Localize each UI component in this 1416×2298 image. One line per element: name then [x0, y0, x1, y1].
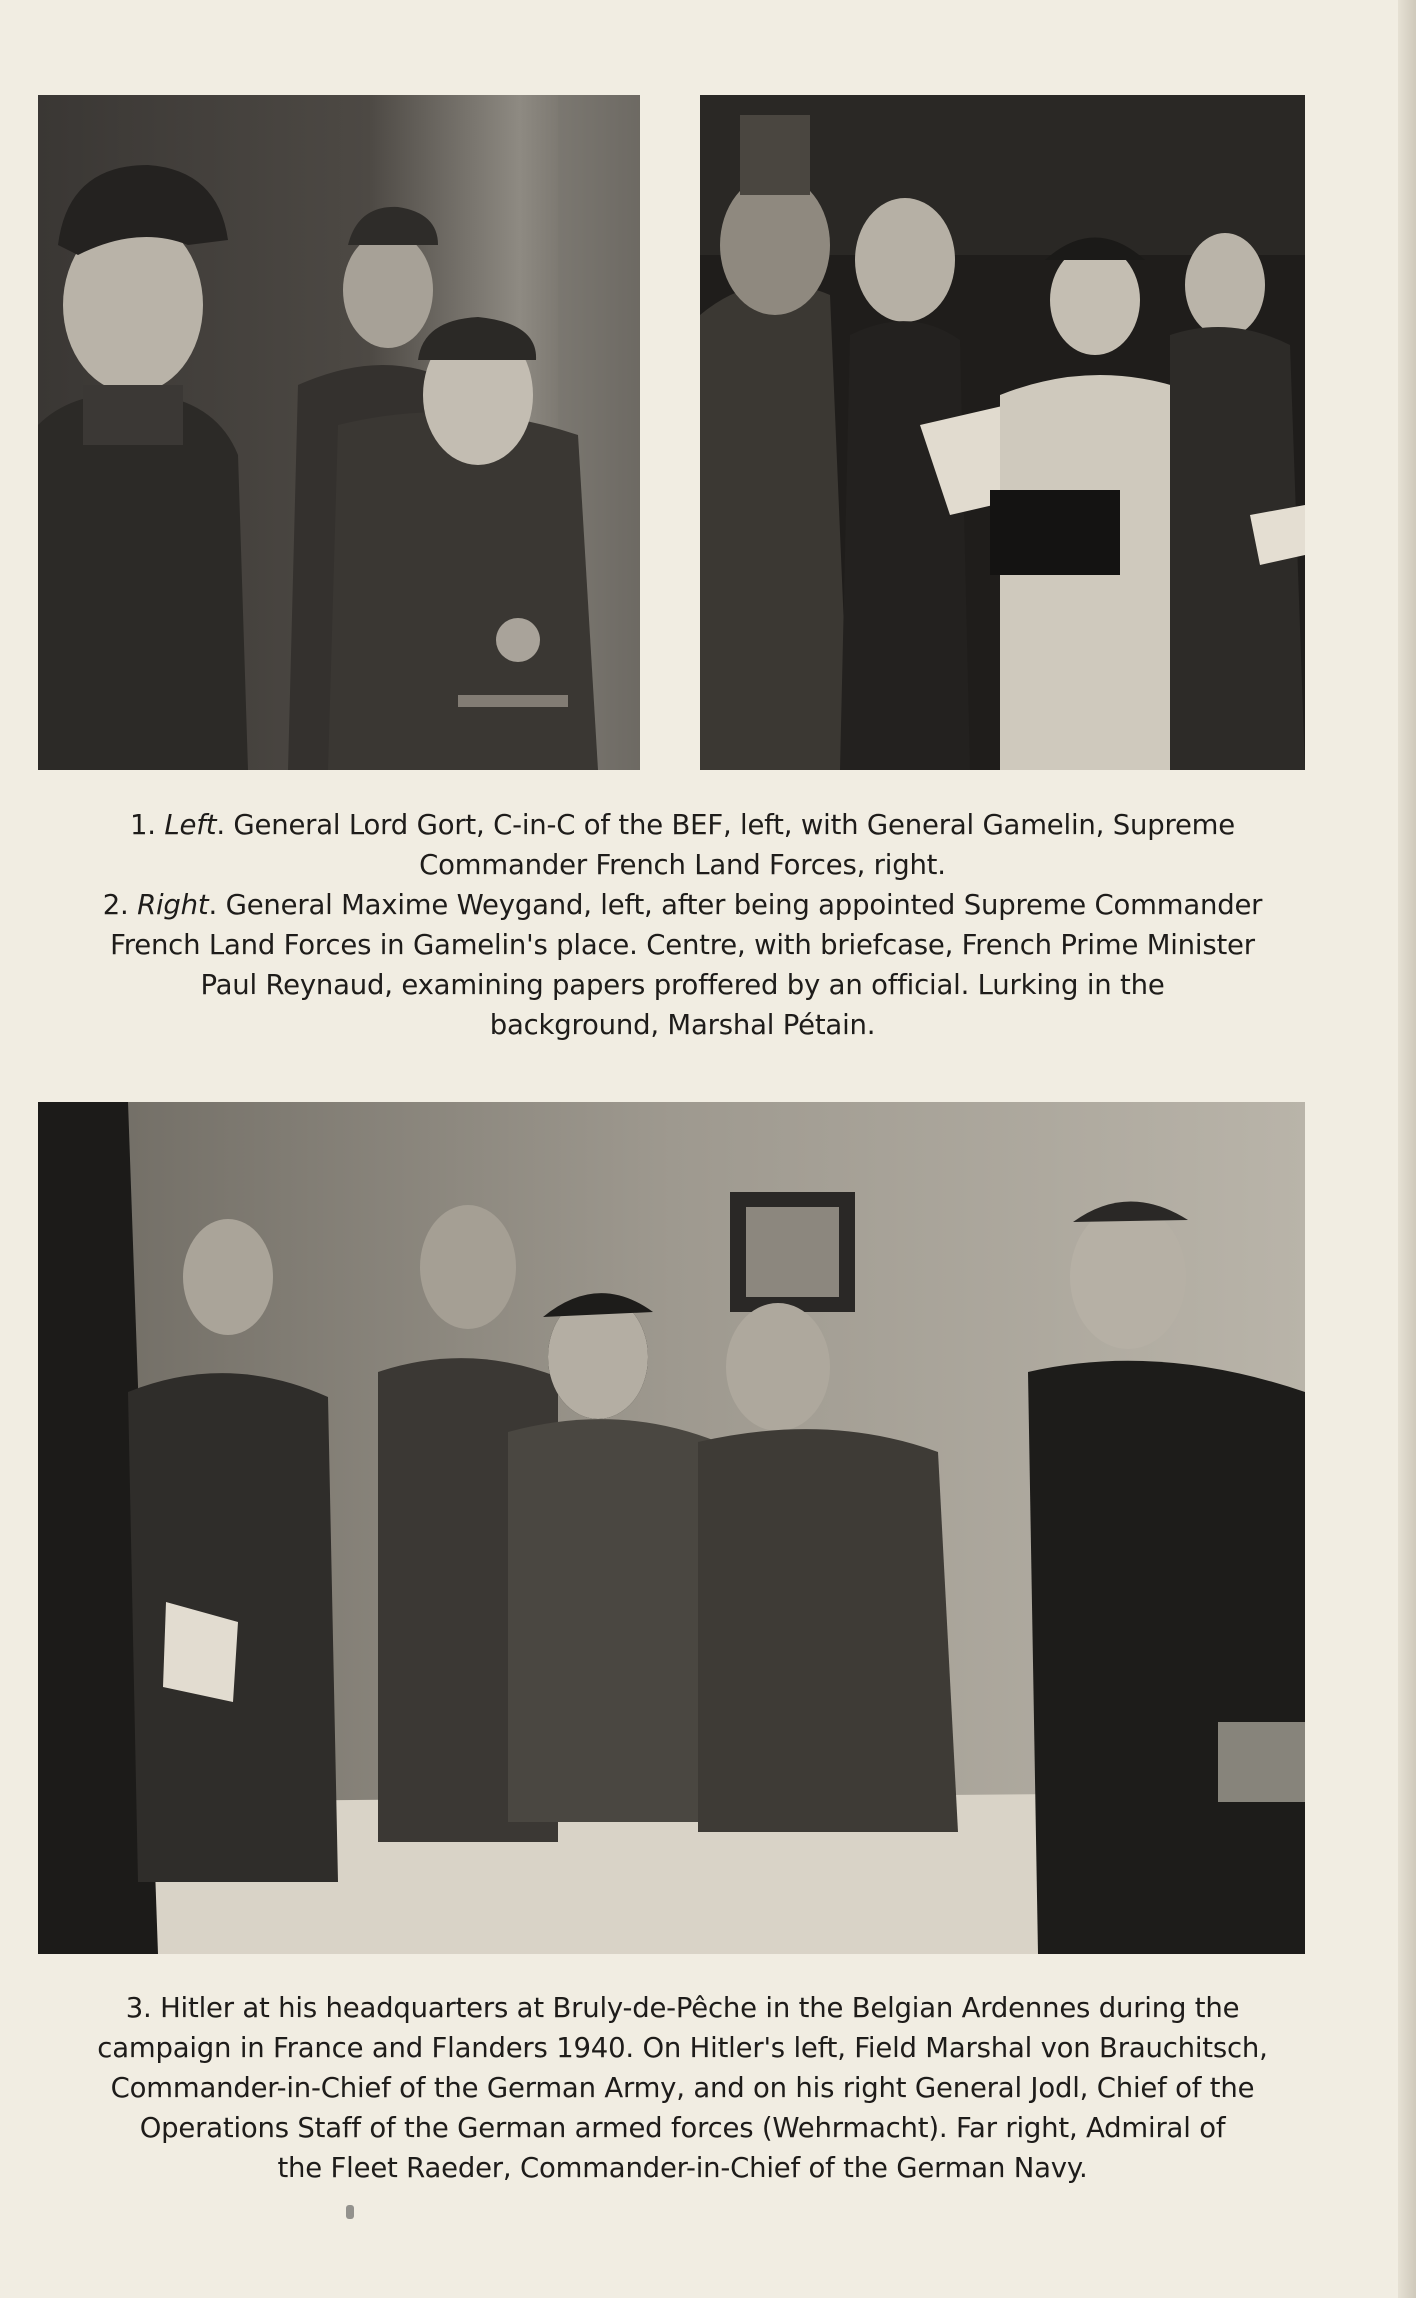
caption-2-text-a: . General Maxime Weygand, left, after being appointed Supreme Commander — [208, 889, 1263, 921]
caption-1-direction: Left — [164, 809, 217, 841]
caption-1-number: 1. — [130, 809, 156, 841]
caption-photo-3 — [60, 1988, 1305, 2188]
caption-3-line-4: Operations Staff of the German armed forces (Wehrmacht). Far right, Admiral of — [139, 2112, 1226, 2144]
caption-1 — [60, 805, 1305, 885]
caption-3-line-1: 3. Hitler at his headquarters at Bruly-de-Pêche in the Belgian Ardennes during the — [125, 1992, 1240, 2024]
caption-2-number: 2. — [102, 889, 129, 921]
photo-hitler-headquarters-image — [38, 1102, 1305, 1954]
caption-2-text-b: French Land Forces in Gamelin's place. Centre, with briefcase, French Prime Minister — [110, 929, 1255, 961]
photo-weygand-reynaud-image — [700, 95, 1305, 770]
caption-2-text-d: background, Marshal Pétain. — [489, 1009, 876, 1041]
photo-hitler-headquarters — [38, 1102, 1305, 1954]
photo-gort-gamelin-image — [38, 95, 640, 770]
caption-3-line-3: Commander-in-Chief of the German Army, and on his right General Jodl, Chief of the — [110, 2072, 1255, 2104]
photo-weygand-reynaud — [700, 95, 1305, 770]
ink-mark — [346, 2205, 354, 2219]
caption-3-line-2: campaign in France and Flanders 1940. On Hitler's left, Field Marshal von Brauchitsch, — [97, 2032, 1268, 2064]
caption-1-text-b: Commander French Land Forces, right. — [419, 849, 946, 881]
caption-photos-1-2 — [60, 805, 1305, 1045]
caption-1-text-a: . General Lord Gort, C-in-C of the BEF, left, with General Gamelin, Supreme — [216, 809, 1235, 841]
photo-gort-gamelin — [38, 95, 640, 770]
caption-2 — [60, 885, 1305, 1045]
caption-2-direction: Right — [137, 889, 209, 921]
caption-3-line-5: the Fleet Raeder, Commander-in-Chief of the German Navy. — [277, 2152, 1088, 2184]
caption-2-text-c: Paul Reynaud, examining papers proffered by an official. Lurking in the — [200, 969, 1165, 1001]
page-edge — [1398, 0, 1416, 2298]
